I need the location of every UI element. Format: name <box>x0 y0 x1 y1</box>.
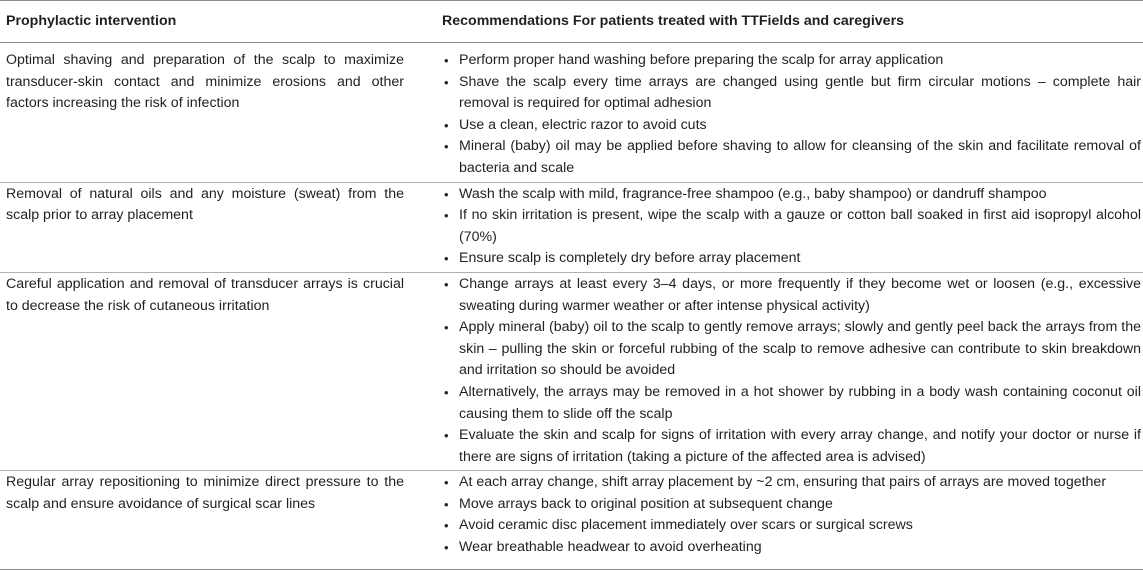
list-item <box>442 472 1141 494</box>
bullet-icon: • <box>444 320 449 336</box>
bullet-icon: • <box>444 496 449 512</box>
intervention-cell: Removal of natural oils and any moisture (sweat) from the scalp prior to array placement <box>0 182 434 272</box>
list-item <box>442 515 1141 537</box>
list-item <box>442 317 1141 382</box>
list-item <box>442 205 1141 248</box>
recommendations-cell <box>434 182 1143 272</box>
bullet-list <box>442 472 1141 558</box>
list-item <box>442 425 1141 468</box>
intervention-cell: Careful application and removal of transducer arrays is crucial to decrease the risk of cutaneous irritation <box>0 272 434 470</box>
table-row <box>0 182 1143 272</box>
intervention-cell: Regular array repositioning to minimize direct pressure to the scalp and ensure avoidance of surgical scar lines <box>0 471 434 569</box>
bullet-icon: • <box>444 251 449 267</box>
list-item-text: Wear breathable headwear to avoid overheating <box>459 539 762 556</box>
table-row <box>0 272 1143 470</box>
list-item <box>442 494 1141 516</box>
list-item-text: Perform proper hand washing before preparing the scalp for array application <box>459 52 944 68</box>
bullet-icon: • <box>444 53 449 68</box>
list-item-text: Mineral (baby) oil may be applied before shaving to allow for cleansing of the skin and facilitate removal of bacteria and scale <box>459 138 1141 176</box>
bullet-icon: • <box>444 139 449 155</box>
bullet-icon: • <box>444 475 449 491</box>
bullet-icon: • <box>444 540 449 556</box>
list-item-text: Avoid ceramic disc placement immediately over scars or surgical screws <box>459 517 913 534</box>
list-item <box>442 72 1141 115</box>
list-item <box>442 248 1141 270</box>
list-item-text: Shave the scalp every time arrays are changed using gentle but firm circular motions – complete hair removal is required for optimal adhesion <box>459 73 1141 112</box>
list-item <box>442 136 1141 179</box>
table-row <box>0 43 1143 183</box>
list-item-text: Change arrays at least every 3–4 days, or more frequently if they become wet or loosen (e.g., excessive sweating during warmer weather or after intense physical activity) <box>459 275 1141 314</box>
list-item-text: Ensure scalp is completely dry before array placement <box>459 250 801 267</box>
bullet-icon: • <box>444 74 449 90</box>
bullet-icon: • <box>444 117 449 133</box>
list-item-text: At each array change, shift array placement by ~2 cm, ensuring that pairs of arrays are moved together <box>459 474 1107 491</box>
table-row <box>0 471 1143 569</box>
list-item <box>442 382 1141 425</box>
bullet-list <box>442 184 1141 270</box>
bullet-icon: • <box>444 208 449 224</box>
bullet-icon: • <box>444 186 449 202</box>
list-item-text: Alternatively, the arrays may be removed in a hot shower by rubbing in a body wash containing coconut oil causing them to slide off the scalp <box>459 383 1141 422</box>
intervention-cell: Optimal shaving and preparation of the scalp to maximize transducer-skin contact and minimize erosions and other factors increasing the risk of infection <box>0 43 434 183</box>
bullet-icon: • <box>444 384 449 400</box>
bullet-icon: • <box>444 276 449 292</box>
bullet-icon: • <box>444 518 449 534</box>
list-item <box>442 537 1141 559</box>
bullet-list <box>442 50 1141 180</box>
bullet-icon: • <box>444 428 449 444</box>
recommendations-cell <box>434 43 1143 183</box>
bullet-list <box>442 274 1141 468</box>
list-item-text: Move arrays back to original position at subsequent change <box>459 495 833 512</box>
header-row <box>0 1 1143 43</box>
recommendations-cell <box>434 272 1143 470</box>
list-item-text: Use a clean, electric razor to avoid cuts <box>459 116 707 133</box>
list-item-text: Apply mineral (baby) oil to the scalp to gently remove arrays; slowly and gently peel back the arrays from the skin – pulling the skin or forceful rubbing of the scalp to remove adhesive can contribute to skin breakdown and irritation so should be avoided <box>459 319 1141 379</box>
list-item <box>442 274 1141 317</box>
list-item <box>442 184 1141 206</box>
list-item <box>442 50 1141 72</box>
recommendations-cell <box>434 471 1143 569</box>
header-intervention: Prophylactic intervention <box>0 1 434 43</box>
list-item-text: If no skin irritation is present, wipe the scalp with a gauze or cotton ball soaked in first aid isopropyl alcohol (70%) <box>459 207 1141 245</box>
list-item-text: Evaluate the skin and scalp for signs of irritation with every array change, and notify your doctor or nurse if there are signs of irritation (taking a picture of the affected area is advised) <box>459 427 1141 465</box>
header-recommendations: Recommendations For patients treated with TTFields and caregivers <box>434 1 1143 43</box>
list-item-text: Wash the scalp with mild, fragrance-free shampoo (e.g., baby shampoo) or dandruff shampoo <box>459 185 1047 202</box>
list-item <box>442 115 1141 137</box>
